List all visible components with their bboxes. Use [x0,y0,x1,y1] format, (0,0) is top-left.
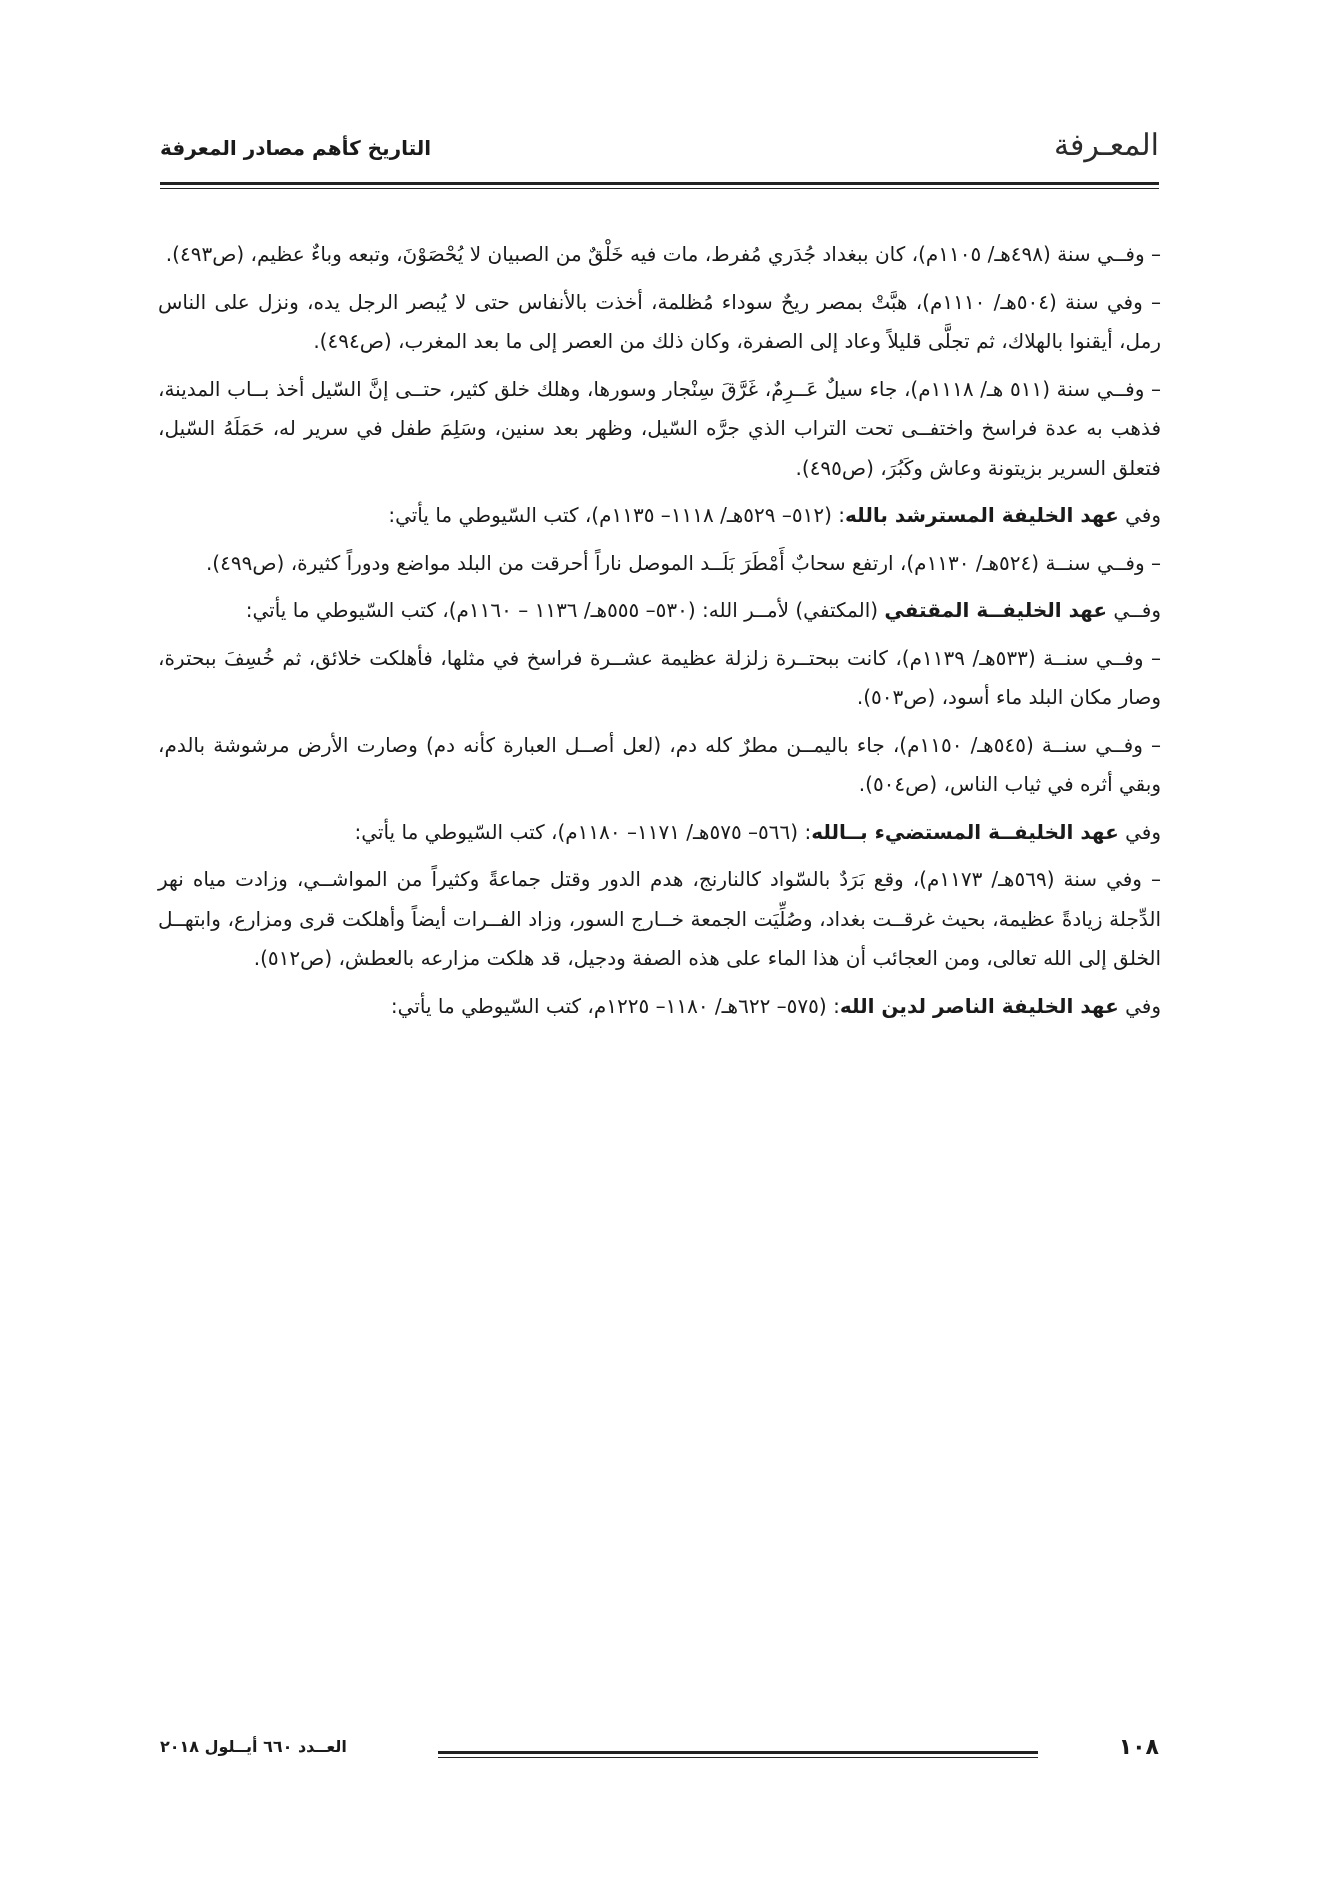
caliph-name: عهد الخليفة الناصر لدين الله [839,993,1119,1018]
caliph-name: عهد الخليفة المسترشد بالله [845,503,1119,527]
running-header [160,128,1159,178]
caliph-name: عهد الخليفــة المقتفي [884,598,1108,622]
paragraph-mustarshid: وفي عهد الخليفة المسترشد بالله: (٥١٢– ٥٢٩هـ/ ١١١٨– ١١٣٥م)، كتب السّيوطي ما يأتي: [388,503,1161,527]
article-body [158,235,1161,1034]
paragraph-545: – وفــي سنــة (٥٤٥هـ/ ١١٥٠م)، جاء باليمــن مطرٌ كله دم، (لعل أصــل العبارة كأنه دم) وصارت الأرض مرشوشة بالدم، وبقي أثره في ثياب الناس، (ص٥٠٤). [158,732,1161,796]
paragraph-muqtafi: وفــي عهد الخليفــة المقتفي (المكتفي) لأمــر الله: (٥٣٠– ٥٥٥هـ/ ١١٣٦ – ١١٦٠م)، كتب السّيوطي ما يأتي: [245,598,1161,622]
paragraph-nasir: وفي عهد الخليفة الناصر لدين الله: (٥٧٥– ٦٢٢هـ/ ١١٨٠– ١٢٢٥م، كتب السّيوطي ما يأتي: [390,993,1161,1018]
running-footer [160,1735,1159,1775]
footer-rule-thin [438,1757,1038,1758]
paragraph-mustadi: وفي عهد الخليفــة المستضيء بــالله: (٥٦٦– ٥٧٥هـ/ ١١٧١– ١١٨٠م)، كتب السّيوطي ما يأتي: [354,819,1161,844]
article-title: التاريخ كأهم مصادر المعرفة [160,136,432,160]
paragraph-533: – وفــي سنــة (٥٣٣هـ/ ١١٣٩م)، كانت ببحتــرة زلزلة عظيمة عشــرة فراسخ في مثلها، فأهلكت خلائق، ثم خُسِفَ ببحترة، وصار مكان البلد ماء أسود، (ص٥٠٣). [158,645,1162,709]
paragraph-524: – وفــي سنــة (٥٢٤هـ/ ١١٣٠م)، ارتفع سحابٌ أَمْطَرَ بَلَــد الموصل ناراً أحرقت من البلد مواضع ودوراً كثيرة، (ص٤٩٩). [205,550,1161,575]
paragraph-569: – وفي سنة (٥٦٩هـ/ ١١٧٣م)، وقع بَرَدٌ بالسّواد كالنارنج، هدم الدور وقتل جماعةً وكثيراً من المواشــي، وزادت مياه نهر الدِّجلة زيادةً عظيمة، بحيث غرقــت بغداد، وصُلِّيَت الجمعة خــارج السور، وزاد الفــرات أيضاً وأهلكت قرى ومزارع، وابتهــل الخلق إلى الله تعالى، ومن العجائب أن هذا الماء على هذه الصفة ودجيل، قد هلكت مزارعه بالعطش، (ص٥١٢). [158,867,1161,970]
page-number: ١٠٨ [1118,1735,1159,1760]
paragraph-511: – وفــي سنة (٥١١ هـ/ ١١١٨م)، جاء سيلٌ عَــرِمٌ، غَرَّقَ سِنْجار وسورها، وهلك خلق كثير، حتــى إنَّ السّيل أخذ بــاب المدينة، فذهب به عدة فراسخ واختفــى تحت التراب الذي جرَّه السّيل، وظهر بعد سنين، وسَلِمَ طفل في سرير له، حَمَلَهُ السّيل، فتعلق السرير بزيتونة وعاش وكَبُرَ، (ص٤٩٥). [158,376,1162,480]
caliph-name: عهد الخليفــة المستضيء بــالله [811,819,1119,844]
issue-info: العــدد ٦٦٠ أيــلول ٢٠١٨ [160,1737,347,1756]
footer-rule [438,1751,1038,1754]
header-rule [160,182,1159,185]
header-rule-thin [160,188,1159,189]
paragraph-504: – وفي سنة (٥٠٤هـ/ ١١١٠م)، هبَّتْ بمصر ريحٌ سوداء مُظلمة، أخذت بالأنفاس حتى لا يُبصر الرجل يده، ونزل على الناس رمل، أيقنوا بالهلاك، ثم تجلَّى قليلاً وعاد إلى الصفرة، وكان ذلك من العصر إلى ما بعد المغرب، (ص٤٩٤). [158,289,1161,353]
journal-logo: المعـرفة [1053,128,1159,163]
paragraph-498: – وفــي سنة (٤٩٨هـ/ ١١٠٥م)، كان ببغداد جُدَري مُفرط، مات فيه خَلْقٌ من الصبيان لا يُحْصَوْنَ، وتبعه وباءٌ عظيم، (ص٤٩٣). [165,242,1161,266]
